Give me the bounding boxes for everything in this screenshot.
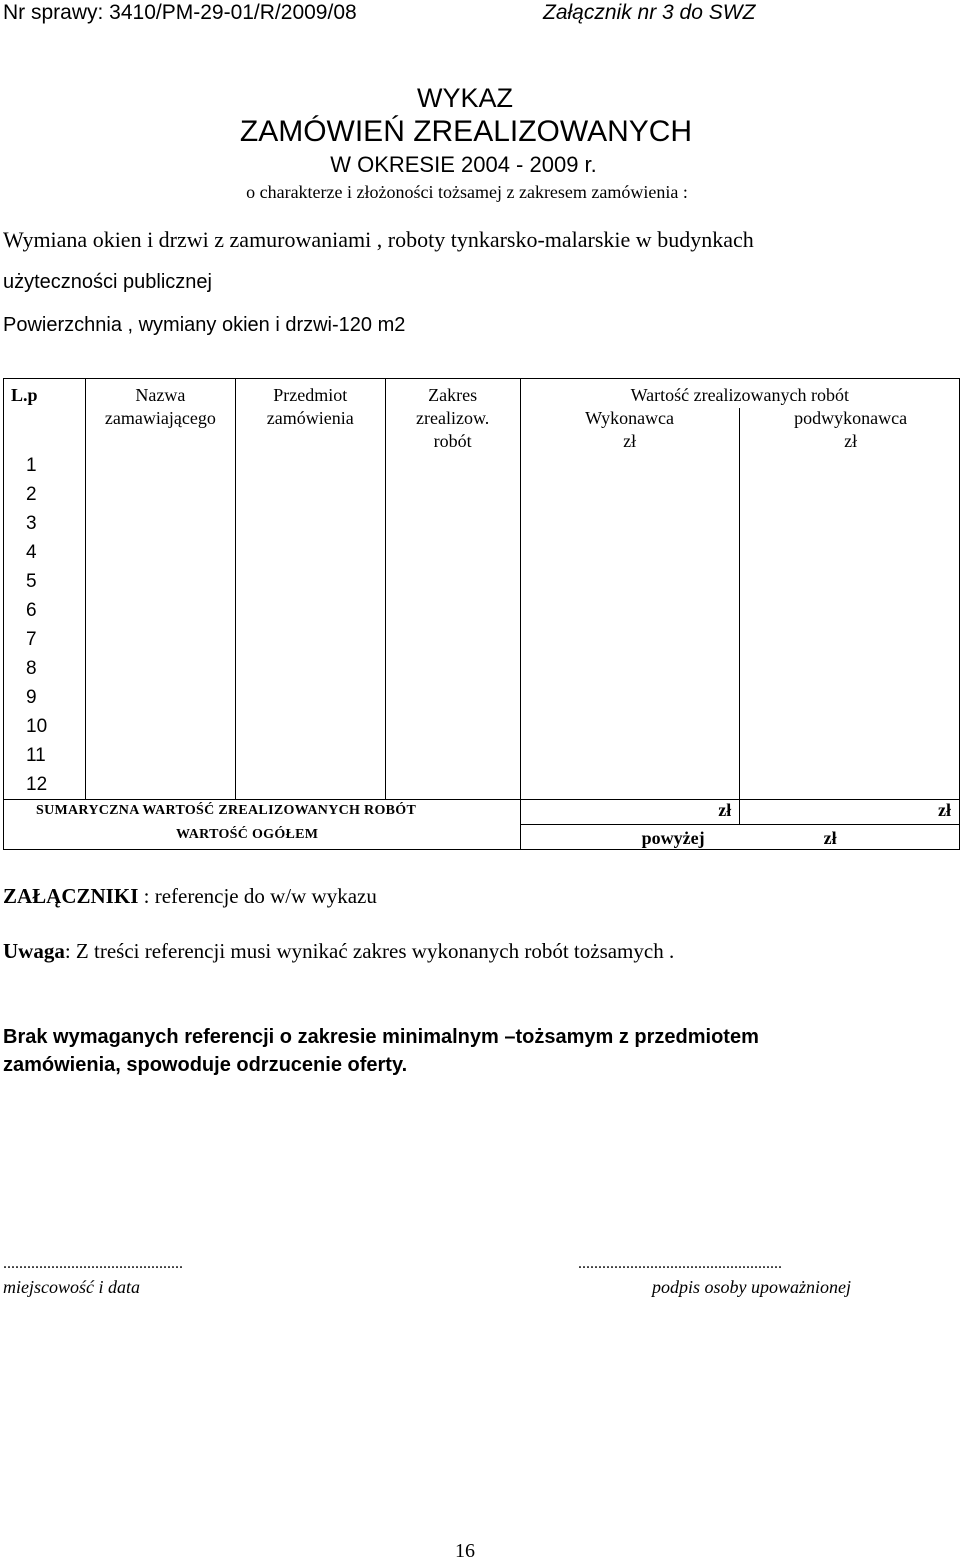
warning-line-1: Brak wymaganych referencji o zakresie minimalnym –tożsamym z przedmiotem [3, 1026, 759, 1048]
attachments-text: : referencje do w/w wykazu [138, 884, 377, 908]
row-number: 9 [26, 687, 37, 708]
sum-podwykonawca-cell [740, 800, 960, 825]
sum-label-cell [4, 800, 521, 825]
header-zamowienia: zamówienia [266, 408, 354, 428]
header-robot: robót [433, 431, 472, 451]
nazwa-column [85, 379, 235, 800]
total-prefix: powyżej [641, 828, 705, 848]
row-number: 2 [26, 484, 37, 505]
header-nazwa: Nazwa [135, 385, 186, 405]
row-number: 8 [26, 658, 37, 679]
note-text: : Z treści referencji musi wynikać zakres wykonanych robót tożsamych . [64, 939, 675, 963]
header-przedmiot: Przedmiot [273, 385, 348, 405]
description-line-2: użyteczności publicznej [3, 271, 212, 293]
place-date-dots: ............................................. [3, 1255, 183, 1272]
attachments-label: ZAŁĄCZNIKI [3, 884, 139, 908]
przedmiot-column [235, 379, 385, 800]
description-line-1: Wymiana okien i drzwi z zamurowaniami , roboty tynkarsko-malarskie w budynkach [3, 227, 754, 252]
lp-column [4, 379, 86, 800]
total-label: WARTOŚĆ OGÓŁEM [176, 826, 319, 842]
header-zrealizow: zrealizow. [416, 408, 490, 428]
title-subtitle: o charakterze i złożoności tożsamej z zakresem zamówienia : [246, 182, 688, 202]
orders-table [3, 378, 960, 850]
signature-dots: ................................................... [578, 1255, 782, 1272]
wartosc-column [520, 379, 959, 800]
row-number: 5 [26, 571, 37, 592]
header-lp: L.p [11, 385, 38, 405]
header-podwykonawca-unit: zł [844, 431, 858, 451]
sum-wykonawca-unit: zł [718, 800, 732, 820]
header-wartosc: Wartość zrealizowanych robót [630, 385, 850, 405]
total-value-cell [520, 825, 959, 850]
sum-wykonawca-cell [520, 800, 740, 825]
total-unit: zł [823, 828, 837, 848]
row-number: 7 [26, 629, 37, 650]
row-number: 6 [26, 600, 37, 621]
page-title: ZAMÓWIEŃ ZREALIZOWANYCH [239, 115, 693, 148]
total-label-cell [4, 825, 521, 850]
attachment-label: Załącznik nr 3 do SWZ [543, 1, 756, 24]
page-number: 16 [455, 1540, 475, 1562]
row-number: 4 [26, 542, 37, 563]
sum-label: SUMARYCZNA WARTOŚĆ ZREALIZOWANYCH ROBÓT [36, 803, 417, 818]
row-number: 11 [26, 745, 46, 766]
title-wykaz: WYKAZ [416, 83, 513, 113]
attachments-line [3, 882, 377, 910]
place-date-label: miejscowość i data [3, 1277, 140, 1297]
row-number: 10 [26, 716, 48, 737]
header-wykonawca-unit: zł [623, 431, 637, 451]
row-number: 1 [26, 455, 37, 476]
note-label: Uwaga [3, 939, 65, 963]
header-zamawiajacego: zamawiającego [104, 408, 216, 428]
zakres-column [385, 379, 520, 800]
note-line [3, 937, 674, 965]
header-wykonawca: Wykonawca [585, 408, 675, 428]
header-zakres: Zakres [428, 385, 478, 405]
warning-line-2: zamówienia, spowoduje odrzucenie oferty. [3, 1054, 408, 1076]
case-number: Nr sprawy: 3410/PM-29-01/R/2009/08 [3, 1, 357, 24]
row-number: 12 [26, 774, 48, 795]
signature-label: podpis osoby upoważnionej [652, 1277, 852, 1297]
column-divider [739, 408, 740, 799]
title-period: W OKRESIE 2004 - 2009 r. [330, 152, 597, 177]
description-line-3: Powierzchnia , wymiany okien i drzwi-120 m2 [3, 314, 406, 336]
row-numbers [4, 451, 85, 799]
header-podwykonawca: podwykonawca [794, 408, 908, 428]
row-number: 3 [26, 513, 37, 534]
sum-podwykonawca-unit: zł [938, 800, 951, 820]
